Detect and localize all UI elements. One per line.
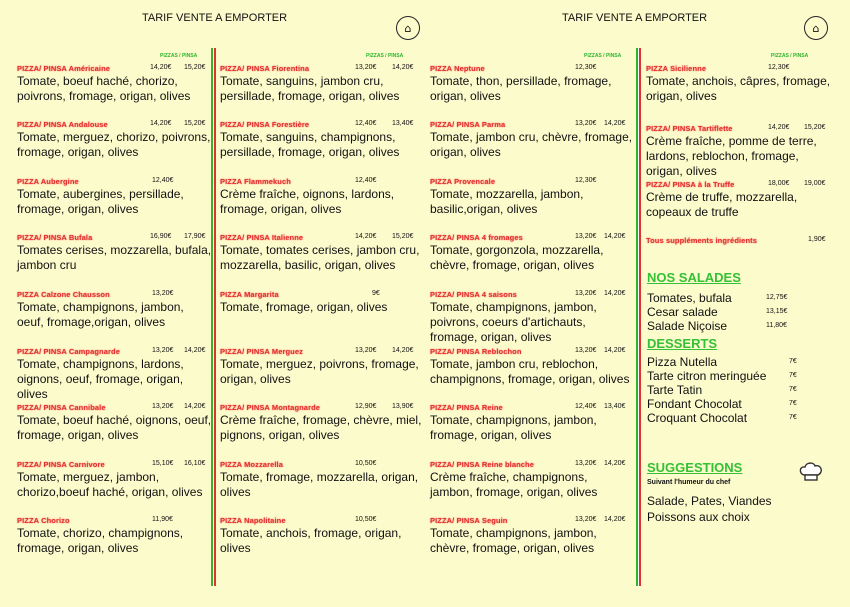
menu-item <box>430 403 633 443</box>
item-description: Tomate, champignons, jambon, fromage, origan, olives <box>430 413 597 442</box>
salade-name: Salade Niçoise <box>647 319 728 333</box>
menu-item <box>430 120 633 160</box>
item-price-pizza: 12,40€ <box>355 177 377 184</box>
item-price-pizza: 12,40€ <box>575 403 597 410</box>
menu-item <box>220 233 422 273</box>
item-price-pinsa: 14,20€ <box>604 120 626 127</box>
item-name: PIZZA Neptune <box>430 64 485 73</box>
chef-hat-icon <box>798 461 824 483</box>
menu-item <box>17 233 212 273</box>
item-price-pinsa: 15,20€ <box>184 120 206 127</box>
right-title: TARIF VENTE A EMPORTER <box>562 12 708 24</box>
dessert-name: Fondant Chocolat <box>647 397 742 411</box>
item-description: Tomate, champignons, jambon, poivrons, coeurs d'artichauts, fromage, origan, olives <box>430 300 597 344</box>
item-price-pinsa: 15,20€ <box>184 64 206 71</box>
item-price-pinsa: 14,20€ <box>604 516 626 523</box>
item-description: Crème fraîche, champignons, jambon, fromage, origan, olives <box>430 470 598 499</box>
salade-price: 11,80€ <box>766 322 787 329</box>
dessert-name: Tarte citron meringuée <box>647 369 767 383</box>
dessert-price: 7€ <box>789 358 797 365</box>
item-price-pinsa: 19,00€ <box>804 180 826 187</box>
dessert-price: 7€ <box>789 400 797 407</box>
menu-item <box>430 177 633 217</box>
salade-price: 12,75€ <box>766 294 788 301</box>
salade-item <box>647 319 807 333</box>
item-price-pizza: 13,20€ <box>575 290 597 297</box>
item-price-pinsa: 15,20€ <box>392 233 414 240</box>
salade-item <box>647 305 807 319</box>
item-name: PIZZA/ PINSA Carnivore <box>17 460 105 469</box>
item-name: PIZZA/ PINSA Parma <box>430 120 506 129</box>
item-price-pizza: 13,20€ <box>575 516 597 523</box>
item-price-pizza: 13,20€ <box>152 403 174 410</box>
item-name: PIZZA Flammekuch <box>220 177 291 186</box>
suggestions-heading: SUGGESTIONS <box>647 460 743 475</box>
item-description: Tomate, fromage, mozzarella, origan, olives <box>220 470 419 499</box>
menu-item <box>646 64 838 104</box>
item-name: PIZZA/ PINSA Tartiflette <box>646 124 733 133</box>
item-price-pizza: 18,00€ <box>768 180 790 187</box>
item-description: Tomate, gorgonzola, mozzarella, chèvre, fromage, origan, olives <box>430 243 604 272</box>
item-name: PIZZA/ PINSA Montagnarde <box>220 403 321 412</box>
item-name: PIZZA Margarita <box>220 290 279 299</box>
item-description: Crème de truffe, mozzarella, copeaux de truffe <box>646 190 798 219</box>
menu-item <box>430 347 633 387</box>
suggestions-subtitle: Suivant l'humeur du chef <box>647 479 731 486</box>
item-price-pizza: 14,20€ <box>150 64 172 71</box>
menu-item <box>220 290 422 315</box>
item-description: Tomate, mozzarella, jambon, basilic,origan, olives <box>430 187 584 216</box>
item-price-pinsa: 17,90€ <box>184 233 206 240</box>
item-name: PIZZA/ PINSA Forestière <box>220 120 310 129</box>
menu-item <box>646 124 838 179</box>
item-description: Tomate, jambon cru, chèvre, fromage, origan, olives <box>430 130 633 159</box>
menu-item <box>220 120 422 160</box>
menu-item <box>220 516 422 556</box>
item-description: Tomates cerises, mozzarella, bufala, jambon cru <box>17 243 212 272</box>
item-price-pizza: 15,10€ <box>152 460 174 467</box>
item-description: Tomate, champignons, jambon, chèvre, fromage, origan, olives <box>430 526 597 555</box>
item-description: Tomate, sanguins, jambon cru, persillade, fromage, origan, olives <box>220 74 400 103</box>
menu-item <box>430 233 633 273</box>
item-description: Tomate, merguez, jambon, chorizo,boeuf haché, origan, olives <box>17 470 203 499</box>
item-name: PIZZA/ PINSA Merguez <box>220 347 303 356</box>
pizza-pinsa-label: PIZZAS / PINSA <box>160 53 198 59</box>
item-price-pizza: 12,30€ <box>575 177 597 184</box>
item-description: Tomate, sanguins, champignons, persillade, fromage, origan, olives <box>220 130 400 159</box>
item-price-pizza: 13,20€ <box>355 64 377 71</box>
item-description: Tomate, jambon cru, reblochon, champignons, fromage, origan, olives <box>430 357 630 386</box>
item-price-pizza: 13,20€ <box>152 347 174 354</box>
supplements-label: Tous suppléments ingrédients <box>646 236 758 245</box>
menu-item <box>220 403 422 443</box>
menu-item <box>17 460 212 500</box>
item-description: Tomate, aubergines, persillade, fromage, origan, olives <box>17 187 184 216</box>
salades-heading: NOS SALADES <box>647 270 741 285</box>
item-price-pinsa: 14,20€ <box>604 233 626 240</box>
item-description: Tomate, champignons, jambon, oeuf, fromage,origan, olives <box>17 300 184 329</box>
salade-price: 13,15€ <box>766 308 788 315</box>
item-price-pinsa: 14,20€ <box>604 290 626 297</box>
pizza-pinsa-label: PIZZAS / PINSA <box>366 53 404 59</box>
salade-name: Cesar salade <box>647 305 718 319</box>
item-name: PIZZA Napolitaine <box>220 516 286 525</box>
item-description: Crème fraîche, oignons, lardons, fromage, origan, olives <box>220 187 395 216</box>
item-price-pizza: 10,50€ <box>355 516 377 523</box>
item-price-pizza: 12,90€ <box>355 403 377 410</box>
menu-item <box>430 460 633 500</box>
item-description: Tomate, anchois, câpres, fromage, origan, olives <box>646 74 831 103</box>
item-description: Crème fraîche, pomme de terre, lardons, reblochon, fromage, origan, olives <box>646 134 817 178</box>
dessert-name: Tarte Tatin <box>647 383 703 397</box>
dessert-item <box>647 355 807 369</box>
item-price-pinsa: 14,20€ <box>604 460 626 467</box>
item-price-pizza: 13,20€ <box>575 347 597 354</box>
menu-item <box>17 177 212 217</box>
item-price-pizza: 14,20€ <box>355 233 377 240</box>
dessert-item <box>647 397 807 411</box>
menu-item <box>17 347 212 402</box>
item-price-pinsa: 14,20€ <box>392 347 414 354</box>
item-description: Tomate, chorizo, champignons, fromage, origan, olives <box>17 526 184 555</box>
item-name: PIZZA Calzone Chausson <box>17 290 110 299</box>
item-name: PIZZA Chorizo <box>17 516 70 525</box>
dessert-price: 7€ <box>789 386 797 393</box>
item-name: PIZZA/ PINSA Reine <box>430 403 503 412</box>
item-name: PIZZA/ PINSA Seguin <box>430 516 508 525</box>
item-name: PIZZA/ PINSA 4 fromages <box>430 233 523 242</box>
item-description: Crème fraîche, fromage, chèvre, miel, pignons, origan, olives <box>220 413 422 442</box>
menu-item <box>220 64 422 104</box>
item-price-pizza: 14,20€ <box>768 124 790 131</box>
item-price-pizza: 12,40€ <box>355 120 377 127</box>
dessert-name: Pizza Nutella <box>647 355 718 369</box>
supplements-row <box>646 236 838 245</box>
item-name: PIZZA/ PINSA Reine blanche <box>430 460 535 469</box>
dessert-item <box>647 369 807 383</box>
menu-item <box>17 403 212 443</box>
item-name: PIZZA/ PINSA 4 saisons <box>430 290 517 299</box>
item-price-pizza: 9€ <box>372 290 380 297</box>
item-description: Tomate, champignons, lardons, oignons, oeuf, fromage, origan, olives <box>17 357 184 401</box>
dessert-item <box>647 411 807 425</box>
item-name: PIZZA Aubergine <box>17 177 79 186</box>
item-price-pizza: 13,20€ <box>575 120 597 127</box>
desserts-heading: DESSERTS <box>647 336 718 351</box>
item-name: PIZZA Provencale <box>430 177 496 186</box>
item-name: PIZZA/ PINSA Bufala <box>17 233 93 242</box>
item-description: Tomate, thon, persillade, fromage, origan, olives <box>430 74 612 103</box>
item-price-pinsa: 14,20€ <box>184 347 206 354</box>
italian-flag-divider <box>636 48 641 586</box>
item-price-pizza: 11,90€ <box>152 516 173 523</box>
item-name: PIZZA/ PINSA Cannibale <box>17 403 106 412</box>
menu-item <box>220 177 422 217</box>
item-price-pizza: 13,20€ <box>575 460 597 467</box>
item-price-pinsa: 16,10€ <box>184 460 206 467</box>
item-name: PIZZA/ PINSA Américaine <box>17 64 111 73</box>
menu-item <box>430 516 633 556</box>
supplements-price: 1,90€ <box>808 236 826 243</box>
pizza-pinsa-label: PIZZAS / PINSA <box>584 53 622 59</box>
menu-item <box>646 180 838 220</box>
menu-item <box>17 120 212 160</box>
item-price-pinsa: 13,40€ <box>392 120 414 127</box>
item-description: Tomate, boeuf haché, chorizo, poivrons, fromage, origan, olives <box>17 74 191 103</box>
item-price-pinsa: 13,40€ <box>604 403 626 410</box>
menu-item <box>430 64 633 104</box>
suggestions-line: Salade, Pates, Viandes <box>647 494 772 508</box>
menu-item <box>220 347 422 387</box>
dessert-name: Croquant Chocolat <box>647 411 748 425</box>
menu-item <box>430 290 633 345</box>
item-description: Tomate, fromage, origan, olives <box>220 300 388 314</box>
house-icon: ⌂ <box>396 16 420 40</box>
item-price-pizza: 16,90€ <box>150 233 172 240</box>
item-name: PIZZA/ PINSA Italienne <box>220 233 304 242</box>
item-price-pinsa: 15,20€ <box>804 124 826 131</box>
dessert-price: 7€ <box>789 414 797 421</box>
left-title: TARIF VENTE A EMPORTER <box>142 12 288 24</box>
item-name: PIZZA/ PINSA à la Truffe <box>646 180 735 189</box>
house-icon: ⌂ <box>804 16 828 40</box>
item-name: PIZZA/ PINSA Fiorentina <box>220 64 310 73</box>
item-price-pinsa: 14,20€ <box>184 403 206 410</box>
item-description: Tomate, merguez, chorizo, poivrons, fromage, origan, olives <box>17 130 211 159</box>
salade-name: Tomates, bufala <box>647 291 732 305</box>
item-price-pizza: 12,30€ <box>768 64 790 71</box>
item-description: Tomate, merguez, poivrons, fromage, origan, olives <box>220 357 419 386</box>
item-price-pinsa: 13,90€ <box>392 403 414 410</box>
item-price-pizza: 13,20€ <box>575 233 597 240</box>
menu-item <box>17 290 212 330</box>
item-description: Tomate, tomates cerises, jambon cru, mozzarella, basilic, origan, olives <box>220 243 420 272</box>
salade-item <box>647 291 807 305</box>
item-price-pizza: 14,20€ <box>150 120 172 127</box>
item-name: PIZZA/ PINSA Campagnarde <box>17 347 120 356</box>
item-price-pizza: 13,20€ <box>355 347 377 354</box>
item-price-pinsa: 14,20€ <box>392 64 414 71</box>
item-name: PIZZA Mozzarella <box>220 460 283 469</box>
dessert-price: 7€ <box>789 372 797 379</box>
item-price-pizza: 12,30€ <box>575 64 597 71</box>
pizza-pinsa-label: PIZZAS / PINSA <box>771 53 809 59</box>
item-description: Tomate, boeuf haché, oignons, oeuf, fromage, origan, olives <box>17 413 212 442</box>
item-price-pizza: 13,20€ <box>152 290 174 297</box>
item-name: PIZZA Sicilienne <box>646 64 707 73</box>
menu-item <box>17 516 212 556</box>
item-price-pizza: 10,50€ <box>355 460 377 467</box>
item-name: PIZZA/ PINSA Reblochon <box>430 347 522 356</box>
item-description: Tomate, anchois, fromage, origan, olives <box>220 526 402 555</box>
item-price-pizza: 12,40€ <box>152 177 174 184</box>
item-price-pinsa: 14,20€ <box>604 347 626 354</box>
menu-item <box>17 64 212 104</box>
suggestions-line: Poissons aux choix <box>647 510 750 524</box>
menu-item <box>220 460 422 500</box>
dessert-item <box>647 383 807 397</box>
item-name: PIZZA/ PINSA Andalouse <box>17 120 108 129</box>
